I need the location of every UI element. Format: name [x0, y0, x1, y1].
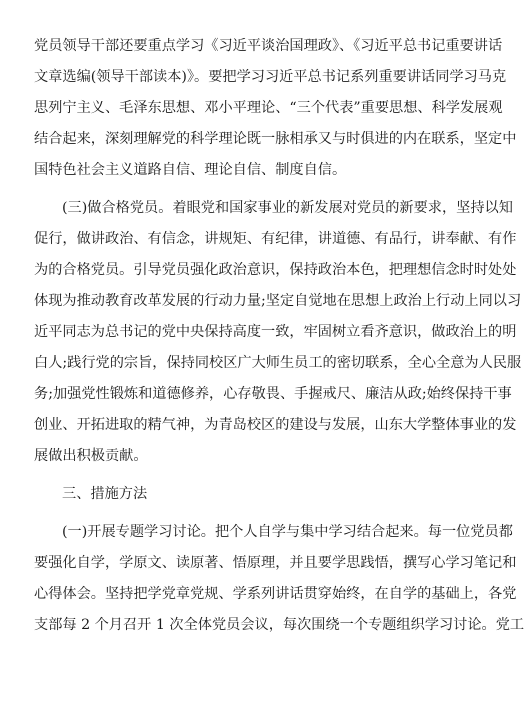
paragraph-line: 近平同志为总书记的党中央保持高度一致，牢固树立看齐意识，做政治上的明 [34, 324, 517, 340]
paragraph-line: 务;加强党性锻炼和道德修养，心存敬畏、手握戒尺、廉洁从政;始终保持干事 [34, 386, 512, 402]
paragraph-line: (三)做合格党员。着眼党和国家事业的新发展对党员的新要求，坚持以知 [62, 200, 513, 216]
paragraph-line: 文章选编(领导干部读本)》。要把学习习近平总书记系列重要讲话同学习马克 [34, 69, 507, 85]
paragraph-line: 体现为推动教育改革发展的行动力量;坚定自觉地在思想上政治上行动上同以习 [34, 293, 522, 309]
paragraph-line: 为的合格党员。引导党员强化政治意识，保持政治本色，把理想信念时时处处 [34, 262, 517, 278]
paragraph-line: 展做出积极贡献。 [34, 448, 148, 464]
paragraph-line: 思列宁主义、毛泽东思想、邓小平理论、“三个代表”重要思想、科学发展观 [34, 100, 503, 116]
paragraph-line: 国特色社会主义道路自信、理论自信、制度自信。 [34, 162, 347, 178]
paragraph-line: 白人;践行党的宗旨，保持同校区广大师生员工的密切联系，全心全意为人民服 [34, 355, 522, 371]
paragraph-line: 促行，做讲政治、有信念，讲规矩、有纪律，讲道德、有品行，讲奉献、有作 [34, 231, 517, 247]
section-heading: 三、措施方法 [62, 486, 148, 502]
paragraph-line: 心得体会。坚持把学党章党规、学系列讲话贯穿始终，在自学的基础上，各党 [34, 586, 517, 602]
paragraph-line: 结合起来，深刻理解党的科学理论既一脉相承又与时俱进的内在联系，坚定中 [34, 131, 517, 147]
paragraph-line: (一)开展专题学习讨论。把个人自学与集中学习结合起来。每一位党员都 [62, 524, 513, 540]
paragraph-line: 支部每 2 个月召开 1 次全体党员会议，每次围绕一个专题组织学习讨论。党工 [34, 617, 524, 633]
paragraph-line: 创业、开拓进取的精气神，为青岛校区的建设与发展，山东大学整体事业的发 [34, 417, 517, 433]
paragraph-line: 党员领导干部还要重点学习《习近平谈治国理政》、《习近平总书记重要讲话 [34, 38, 503, 54]
paragraph-line: 要强化自学，学原文、读原著、悟原理，并且要学思践悟，撰写心学习笔记和 [34, 555, 517, 571]
